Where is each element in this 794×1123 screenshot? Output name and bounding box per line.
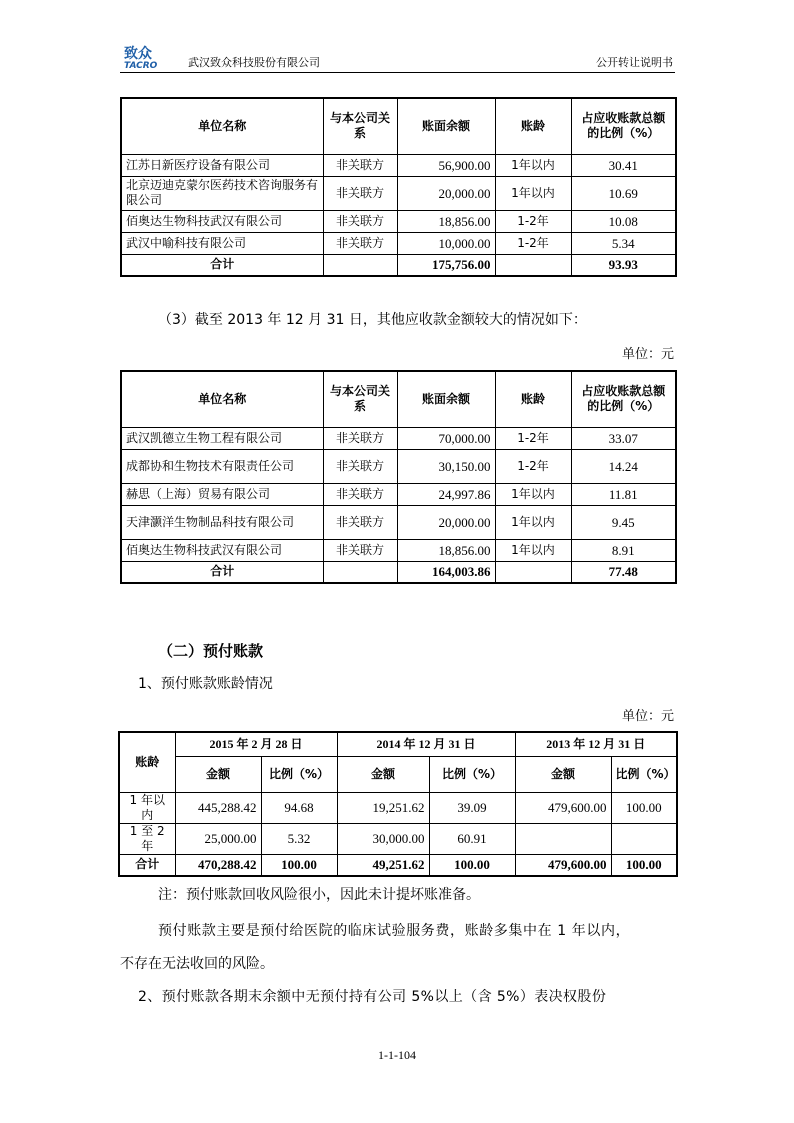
cell-relation: 非关联方 [323,232,397,254]
total-ratio: 100.00 [261,854,337,876]
cell-company: 佰奥达生物科技武汉有限公司 [121,210,323,232]
table-header: 占应收账款总额的比例（%） [571,371,676,427]
total-amount: 49,251.62 [337,854,429,876]
cell-ratio: 5.32 [261,823,337,854]
cell-aging: 1年以内 [495,154,571,176]
table-header: 账龄 [495,371,571,427]
table-row [119,823,677,854]
total-ratio: 100.00 [611,854,677,876]
cell-empty [495,254,571,276]
cell-aging: 1-2年 [495,427,571,449]
amount-header: 金额 [515,756,611,792]
total-balance: 175,756.00 [397,254,495,276]
section-heading-prepay: （二）预付账款 [158,642,264,660]
table-header: 账面余额 [397,98,495,154]
total-label: 合计 [121,561,323,583]
cell-company: 佰奥达生物科技武汉有限公司 [121,539,323,561]
table-row [121,176,676,210]
cell-ratio: 14.24 [571,449,676,483]
cell-ratio: 100.00 [611,792,677,823]
cell-amount: 445,288.42 [175,792,261,823]
paragraph-2: 2、预付账款各期末余额中无预付持有公司 5%以上（含 5%）表决权股份 [138,989,607,1005]
cell-ratio: 8.91 [571,539,676,561]
cell-aging: 1-2年 [495,232,571,254]
table-row [119,792,677,823]
total-balance: 164,003.86 [397,561,495,583]
cell-ratio: 10.69 [571,176,676,210]
page-number: 1-1-104 [378,1048,416,1062]
cell-company: 天津灏洋生物制品科技有限公司 [121,505,323,539]
header-company-name: 武汉致众科技股份有限公司 [188,56,320,69]
total-row [121,561,676,583]
cell-relation: 非关联方 [323,449,397,483]
cell-company: 成都协和生物技术有限责任公司 [121,449,323,483]
cell-amount: 30,000.00 [337,823,429,854]
cell-relation: 非关联方 [323,505,397,539]
cell-ratio: 11.81 [571,483,676,505]
cell-relation: 非关联方 [323,427,397,449]
total-row [121,254,676,276]
col-aging-header: 账龄 [119,732,175,792]
cell-aging: 1年以内 [495,505,571,539]
table-header: 单位名称 [121,98,323,154]
table-header: 账面余额 [397,371,495,427]
period-header: 2014 年 12 月 31 日 [337,732,515,756]
cell-balance: 20,000.00 [397,505,495,539]
cell-relation: 非关联方 [323,210,397,232]
unit-label: 单位：元 [621,709,674,724]
cell-aging: 1年以内 [495,539,571,561]
total-label: 合计 [121,254,323,276]
receivables-top-table [120,97,677,277]
cell-aging: 1 年以内 [119,792,175,823]
cell-relation: 非关联方 [323,176,397,210]
table-row [121,210,676,232]
unit-label: 单位：元 [621,347,674,362]
total-ratio: 77.48 [571,561,676,583]
total-ratio: 100.00 [429,854,515,876]
cell-ratio: 9.45 [571,505,676,539]
total-label: 合计 [119,854,175,876]
cell-company: 赫思（上海）贸易有限公司 [121,483,323,505]
svg-text:TACRO: TACRO [124,61,158,70]
table-row [121,483,676,505]
paragraph-1: 预付账款主要是预付给医院的临床试验服务费，账龄多集中在 1 年以内， [158,923,631,939]
cell-amount [515,823,611,854]
cell-relation: 非关联方 [323,539,397,561]
note-text: 注：预付账款回收风险很小，因此未计提坏账准备。 [158,887,480,903]
header-doc-title: 公开转让说明书 [596,56,673,69]
table-row [121,449,676,483]
table-header: 账龄 [495,98,571,154]
period-header: 2015 年 2 月 28 日 [175,732,337,756]
ratio-header: 比例（%） [261,756,337,792]
period-header: 2013 年 12 月 31 日 [515,732,677,756]
cell-aging: 1-2年 [495,210,571,232]
cell-empty [495,561,571,583]
cell-balance: 20,000.00 [397,176,495,210]
ratio-header: 比例（%） [429,756,515,792]
prepayment-aging-table [118,731,678,877]
cell-company: 江苏日新医疗设备有限公司 [121,154,323,176]
cell-aging: 1-2年 [495,449,571,483]
cell-amount: 19,251.62 [337,792,429,823]
cell-ratio: 10.08 [571,210,676,232]
table-header: 与本公司关系 [323,98,397,154]
cell-balance: 18,856.00 [397,210,495,232]
table-header: 单位名称 [121,371,323,427]
cell-ratio: 94.68 [261,792,337,823]
cell-ratio: 5.34 [571,232,676,254]
ratio-header: 比例（%） [611,756,677,792]
cell-ratio: 30.41 [571,154,676,176]
company-logo [122,44,184,70]
cell-company: 北京迈迪克蒙尔医药技术咨询服务有限公司 [121,176,323,210]
cell-company: 武汉中喻科技有限公司 [121,232,323,254]
table-row [121,427,676,449]
cell-balance: 10,000.00 [397,232,495,254]
cell-relation: 非关联方 [323,154,397,176]
amount-header: 金额 [337,756,429,792]
cell-relation: 非关联方 [323,483,397,505]
other-receivables-table [120,370,677,584]
cell-aging: 1 至 2 年 [119,823,175,854]
table-header: 占应收账款总额的比例（%） [571,98,676,154]
total-amount: 479,600.00 [515,854,611,876]
table-header: 与本公司关系 [323,371,397,427]
cell-ratio: 33.07 [571,427,676,449]
paragraph-1-cont: 不存在无法收回的风险。 [120,956,274,972]
table-row [121,154,676,176]
cell-balance: 30,150.00 [397,449,495,483]
svg-text:致众: 致众 [124,46,152,62]
amount-header: 金额 [175,756,261,792]
cell-ratio: 39.09 [429,792,515,823]
cell-amount: 479,600.00 [515,792,611,823]
cell-empty [323,254,397,276]
cell-balance: 70,000.00 [397,427,495,449]
cell-company: 武汉凯德立生物工程有限公司 [121,427,323,449]
cell-empty [323,561,397,583]
table-row [121,505,676,539]
cell-aging: 1年以内 [495,176,571,210]
page-header [120,40,675,73]
cell-balance: 24,997.86 [397,483,495,505]
cell-ratio [611,823,677,854]
total-amount: 470,288.42 [175,854,261,876]
cell-balance: 18,856.00 [397,539,495,561]
cell-amount: 25,000.00 [175,823,261,854]
table-row [121,232,676,254]
total-ratio: 93.93 [571,254,676,276]
subsection-1: 1、预付账款账龄情况 [138,676,273,692]
cell-balance: 56,900.00 [397,154,495,176]
table-row [121,539,676,561]
cell-ratio: 60.91 [429,823,515,854]
section-3-text: （3）截至 2013 年 12 月 31 日，其他应收款金额较大的情况如下： [158,312,587,328]
total-row [119,854,677,876]
cell-aging: 1年以内 [495,483,571,505]
